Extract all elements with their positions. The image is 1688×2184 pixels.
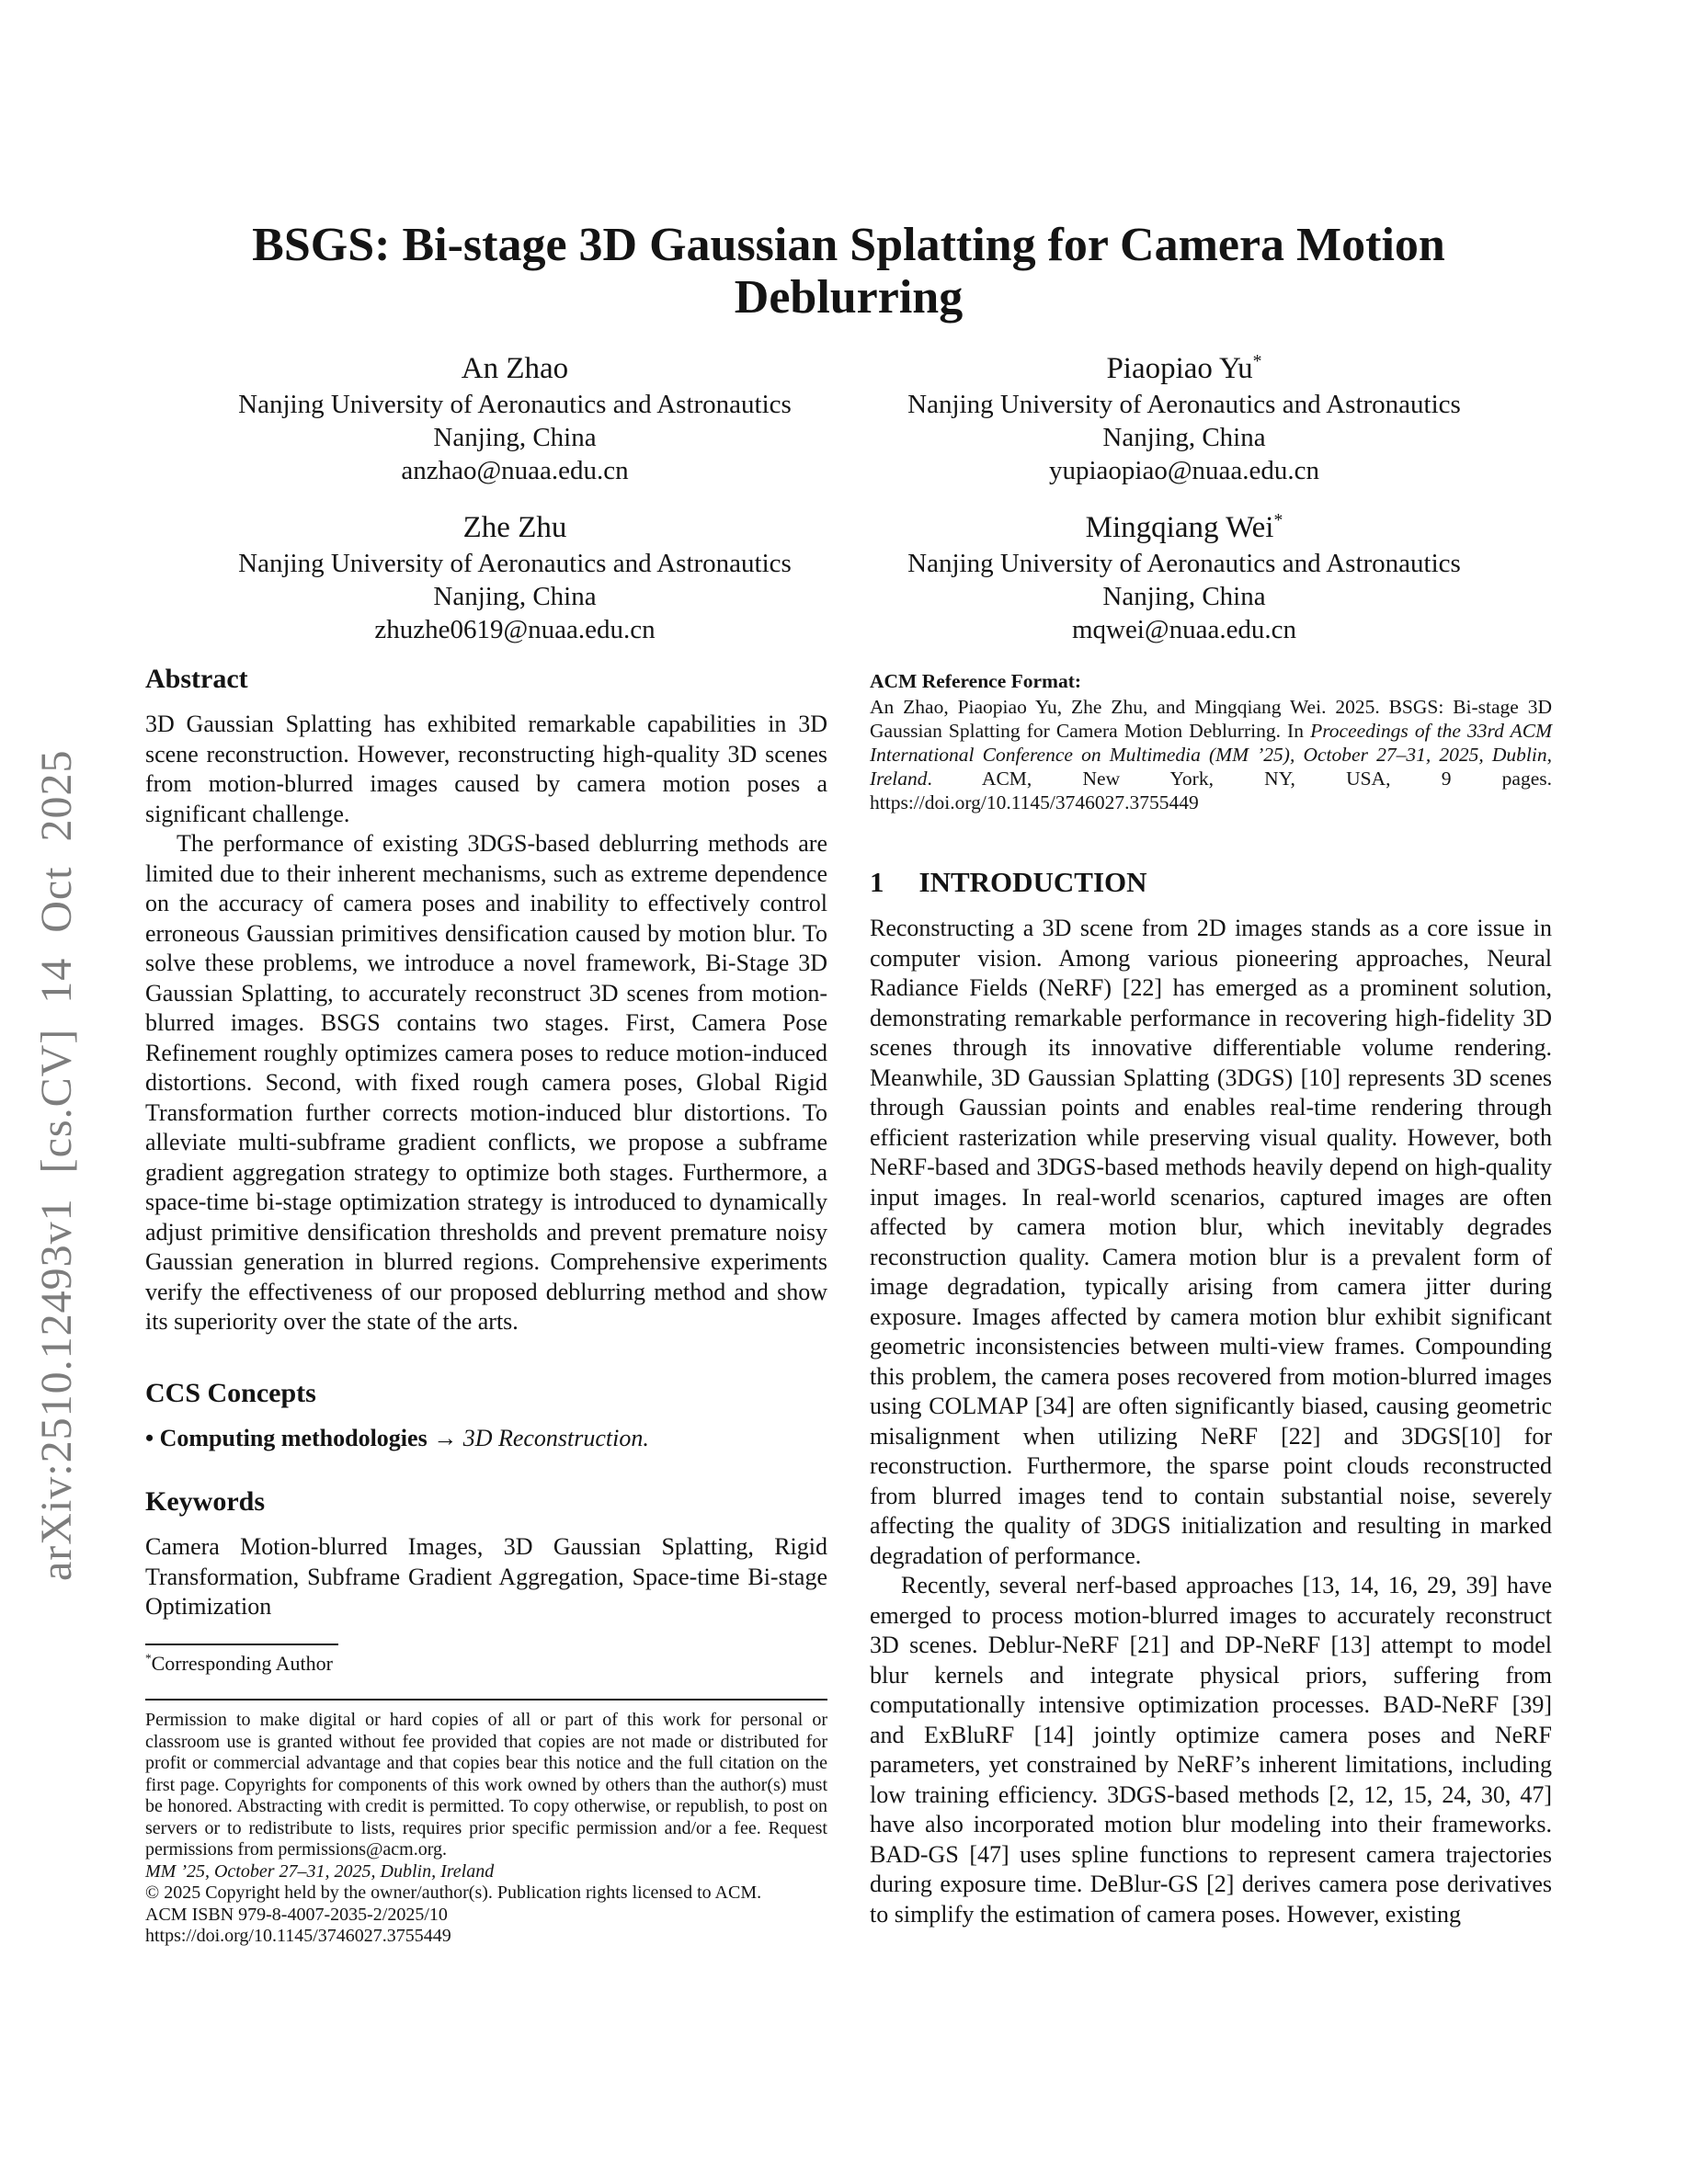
right-column: [870, 669, 1552, 1929]
copyright-line: © 2025 Copyright held by the owner/author(s). Publication rights licensed to ACM.: [145, 1883, 762, 1903]
title-block: [145, 219, 1552, 324]
paper-title-line1: BSGS: Bi-stage 3D Gaussian Splatting for Camera Motion: [252, 219, 1445, 271]
keywords-text: Camera Motion-blurred Images, 3D Gaussian Splatting, Rigid Transformation, Subframe Gradient Aggregation, Space-time Bi-stage Optimization: [145, 1533, 827, 1620]
footnote-marker: *: [145, 1651, 152, 1666]
author-name-text: Zhe Zhu: [462, 511, 567, 544]
abstract-paragraph: 3D Gaussian Splatting has exhibited remarkable capabilities in 3D scene reconstruction. However, reconstructing high-quality 3D scenes from motion-blurred images caused by camera motion poses a significant challenge.: [145, 711, 827, 827]
acm-ref-proceedings: Proceedings of the 33rd ACM International Conference on Multimedia (MM ’25), October 27–31, 2025, Dublin, Ireland: [870, 720, 1552, 790]
author-name-text: An Zhao: [461, 352, 569, 385]
keywords-heading: Keywords: [145, 1486, 265, 1517]
author-block-zhe-zhu: [175, 509, 855, 646]
author-email: yupiaopiao@nuaa.edu.cn: [1048, 456, 1320, 485]
author-email: anzhao@nuaa.edu.cn: [401, 456, 629, 485]
ccs-bullet: •: [145, 1424, 154, 1451]
permission-rule: [145, 1699, 827, 1701]
author-block-piaopiao-yu: [844, 350, 1524, 487]
abstract-paragraph: The performance of existing 3DGS-based deblurring methods are limited due to their inherent mechanisms, such as extreme dependence on the accuracy of camera poses and inability to effectively control erroneous Gaussian primitives densification caused by motion blur. To solve these problems, we introduce a novel framework, Bi-Stage 3D Gaussian Splatting, to accurately reconstruct 3D scenes from motion-blurred images. BSGS contains two stages. First, Camera Pose Refinement roughly optimizes camera poses to reduce motion-induced distortions. Second, with fixed rough camera poses, Global Rigid Transformation further corrects motion-induced blur distortions. To alleviate multi-subframe gradient conflicts, we propose a subframe gradient aggregation strategy to optimize both stages. Furthermore, a space-time bi-stage optimization strategy is introduced to dynamically adjust primitive densification thresholds and prevent premature noisy Gaussian generation in blurred regions. Comprehensive experiments verify the effectiveness of our proposed deblurring method and show its superiority over the state of the arts.: [145, 830, 827, 1335]
isbn-line: ACM ISBN 979-8-4007-2035-2/2025/10: [145, 1904, 448, 1925]
author-affiliation: Nanjing University of Aeronautics and Astronautics: [907, 390, 1461, 419]
introduction-paragraph: Recently, several nerf-based approaches [13, 14, 16, 29, 39] have emerged to process motion-blurred images to accurately reconstruct 3D scenes. Deblur-NeRF [21] and DP-NeRF [13] attempt to model blur kernels and integrate physical priors, suffering from computationally intensive optimization processes. BAD-NeRF [39] and ExBluRF [14] jointly optimize camera poses and NeRF parameters, yet constrained by NeRF’s inherent limitations, including low training efficiency. 3DGS-based methods [2, 12, 15, 24, 30, 47] have also incorporated motion blur modeling into their frameworks. BAD-GS [47] uses spline functions to represent camera trajectories during exposure time. DeBlur-GS [2] derives camera pose derivatives to simplify the estimation of camera poses. However, existing: [870, 1572, 1552, 1928]
author-marker: *: [1273, 510, 1283, 530]
author-affiliation: Nanjing University of Aeronautics and Astronautics: [238, 549, 792, 578]
author-block-mingqiang-wei: [844, 509, 1524, 646]
author-block-an-zhao: [175, 350, 855, 487]
author-name: [175, 509, 855, 546]
paper-title-line2: Deblurring: [734, 271, 964, 324]
author-name: [844, 509, 1524, 546]
author-city: Nanjing, China: [433, 423, 597, 452]
author-name: [175, 350, 855, 387]
ccs-arrow: →: [433, 1424, 458, 1451]
introduction-paragraph: Reconstructing a 3D scene from 2D images stands as a core issue in computer vision. Among various pioneering approaches, Neural Radiance Fields (NeRF) [22] has emerged as a prominent solution, demonstrating remarkable performance in recovering high-fidelity 3D scenes through its innovative differentiable volume rendering. Meanwhile, 3D Gaussian Splatting (3DGS) [10] represents 3D scenes through Gaussian points and enables real-time rendering through efficient rasterization while preserving visual quality. However, both NeRF-based and 3DGS-based methods heavily depend on high-quality input images. In real-world scenarios, captured images are often affected by camera motion blur, which inevitably degrades reconstruction quality. Camera motion blur is a prevalent form of image degradation, typically arising from camera jitter during exposure. Images affected by camera motion blur exhibit significant geometric inconsistencies between multi-view frames. Compounding this problem, the camera poses recovered from motion-blurred images using COLMAP [34] are often significantly biased, causing geometric misalignment when utilizing NeRF [22] and 3DGS[10] for reconstruction. Furthermore, the sparse point clouds reconstructed from blurred images tend to contain substantial noise, severely affecting the quality of 3DGS initialization and resulting in marked degradation of performance.: [870, 915, 1552, 1569]
paper-title: [145, 219, 1552, 324]
acm-ref-before: An Zhao, Piaopiao Yu, Zhe Zhu, and Mingqiang Wei. 2025. BSGS: Bi-stage 3D Gaussian Splatting for Camera Motion Deblurring. In: [870, 696, 1552, 742]
footnote-rule: [145, 1644, 338, 1645]
author-name: [844, 350, 1524, 387]
conference-line: MM ’25, October 27–31, 2025, Dublin, Ireland: [145, 1860, 495, 1882]
author-name-text: Mingqiang Wei: [1085, 511, 1274, 544]
section-title: INTRODUCTION: [918, 866, 1147, 898]
left-column: [145, 662, 827, 1622]
author-email: zhuzhe0619@nuaa.edu.cn: [374, 615, 656, 644]
footnote-block: [145, 1644, 827, 1676]
author-city: Nanjing, China: [1102, 582, 1266, 611]
ccs-concepts-line: [145, 1424, 827, 1454]
author-city: Nanjing, China: [433, 582, 597, 611]
author-email: mqwei@nuaa.edu.cn: [1071, 615, 1297, 644]
author-affiliation: Nanjing University of Aeronautics and Astronautics: [238, 390, 792, 419]
copyright-permission-block: [145, 1699, 827, 1948]
arxiv-watermark: arXiv:2510.12493v1 [cs.CV] 14 Oct 2025: [32, 749, 81, 1581]
section-number: 1: [870, 866, 884, 898]
doi-link: https://doi.org/10.1145/3746027.3755449: [145, 1926, 451, 1946]
author-name-text: Piaopiao Yu: [1106, 352, 1253, 385]
acm-ref-after: . ACM, New York, NY, USA, 9 pages. https://doi.org/10.1145/3746027.3755449: [870, 768, 1552, 813]
author-affiliation: Nanjing University of Aeronautics and Astronautics: [907, 549, 1461, 578]
acm-reference-heading: ACM Reference Format:: [870, 670, 1082, 692]
abstract-heading: Abstract: [145, 664, 248, 694]
ccs-target: 3D Reconstruction.: [462, 1424, 649, 1451]
corresponding-author-footnote: [145, 1651, 827, 1676]
ccs-category: Computing methodologies: [159, 1424, 428, 1451]
acm-reference-text: [870, 695, 1552, 814]
introduction-heading: [870, 864, 1552, 901]
permission-statement: Permission to make digital or hard copies of all or part of this work for personal or classroom use is granted without fee provided that copies are not made or distributed for profit or commercial advantage and that copies bear this notice and the full citation on the first page. Copyrights for components of this work owned by others than the author(s) must be honored. Abstracting with credit is permitted. To copy otherwise, or republish, to post on servers or to redistribute to lists, requires prior specific permission and/or a fee. Request permissions from permissions@acm.org.: [145, 1710, 827, 1860]
ccs-concepts-heading: CCS Concepts: [145, 1377, 316, 1408]
author-marker: *: [1252, 351, 1262, 371]
footnote-text-label: Corresponding Author: [151, 1652, 333, 1675]
author-city: Nanjing, China: [1102, 423, 1266, 452]
